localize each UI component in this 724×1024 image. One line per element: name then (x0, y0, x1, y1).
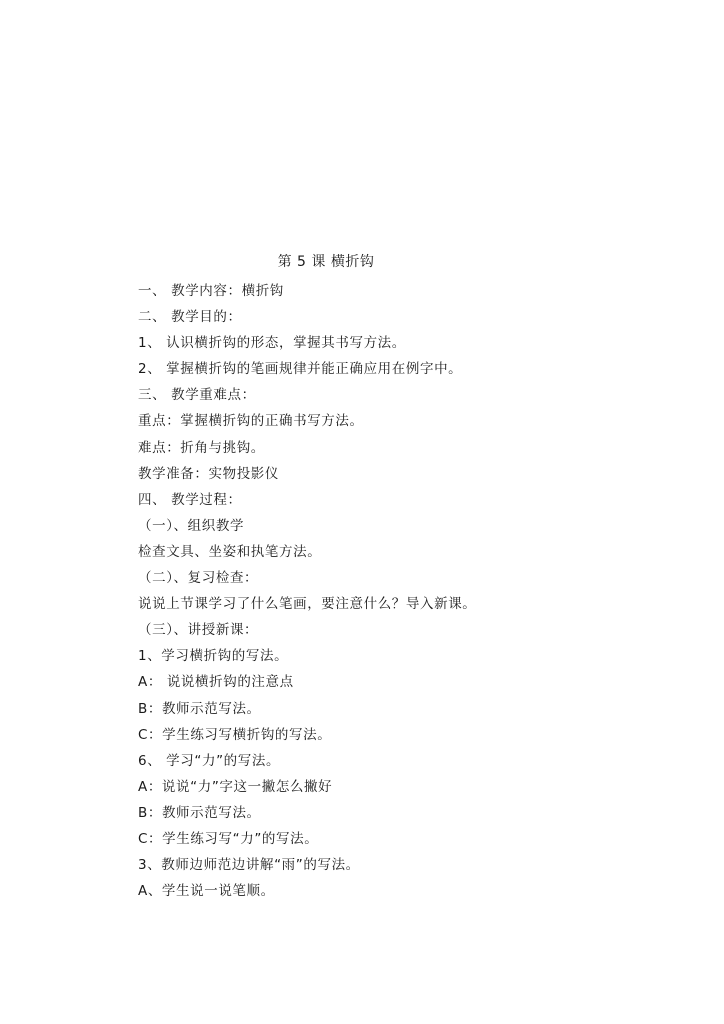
text-line: （三）、讲授新课： (138, 622, 259, 639)
text-line: 难点：折角与挑钩。 (138, 439, 265, 456)
lesson-plan-body (138, 278, 658, 904)
text-line: 3、教师边师范边讲解“雨”的写法。 (138, 857, 360, 874)
text-line: 二、 教学目的： (138, 309, 242, 326)
text-line: C：学生练习写横折钩的写法。 (138, 726, 332, 743)
text-line: 一、 教学内容：横折钩 (138, 283, 284, 299)
text-line: 6、 学习“力”的写法。 (138, 752, 281, 769)
text-line: 1、 认识横折钩的形态，掌握其书写方法。 (138, 335, 406, 352)
text-line: 1、学习横折钩的写法。 (138, 648, 289, 665)
text-line: 四、 教学过程： (138, 491, 242, 508)
text-line: 教学准备：实物投影仪 (138, 465, 279, 482)
lesson-title: 第 5 课 横折钩 (277, 254, 375, 270)
text-line: 三、 教学重难点： (138, 387, 256, 404)
text-line: C：学生练习写“力”的写法。 (138, 830, 319, 847)
text-line: 说说上节课学习了什么笔画，要注意什么？导入新课。 (138, 596, 477, 613)
text-line: 重点：掌握横折钩的正确书写方法。 (138, 413, 364, 430)
text-line: A： 说说横折钩的注意点 (138, 674, 294, 691)
text-line: A、学生说一说笔顺。 (138, 883, 275, 900)
text-line: 2、 掌握横折钩的笔画规律并能正确应用在例字中。 (138, 361, 463, 378)
text-line: A：说说“力”字这一撇怎么撇好 (138, 778, 333, 795)
text-line: （二）、复习检查： (138, 570, 259, 587)
text-line: B：教师示范写法。 (138, 804, 261, 821)
text-line: B：教师示范写法。 (138, 700, 261, 717)
text-line: （一）、组织教学 (138, 517, 245, 534)
text-line: 检查文具、坐姿和执笔方法。 (138, 543, 322, 560)
